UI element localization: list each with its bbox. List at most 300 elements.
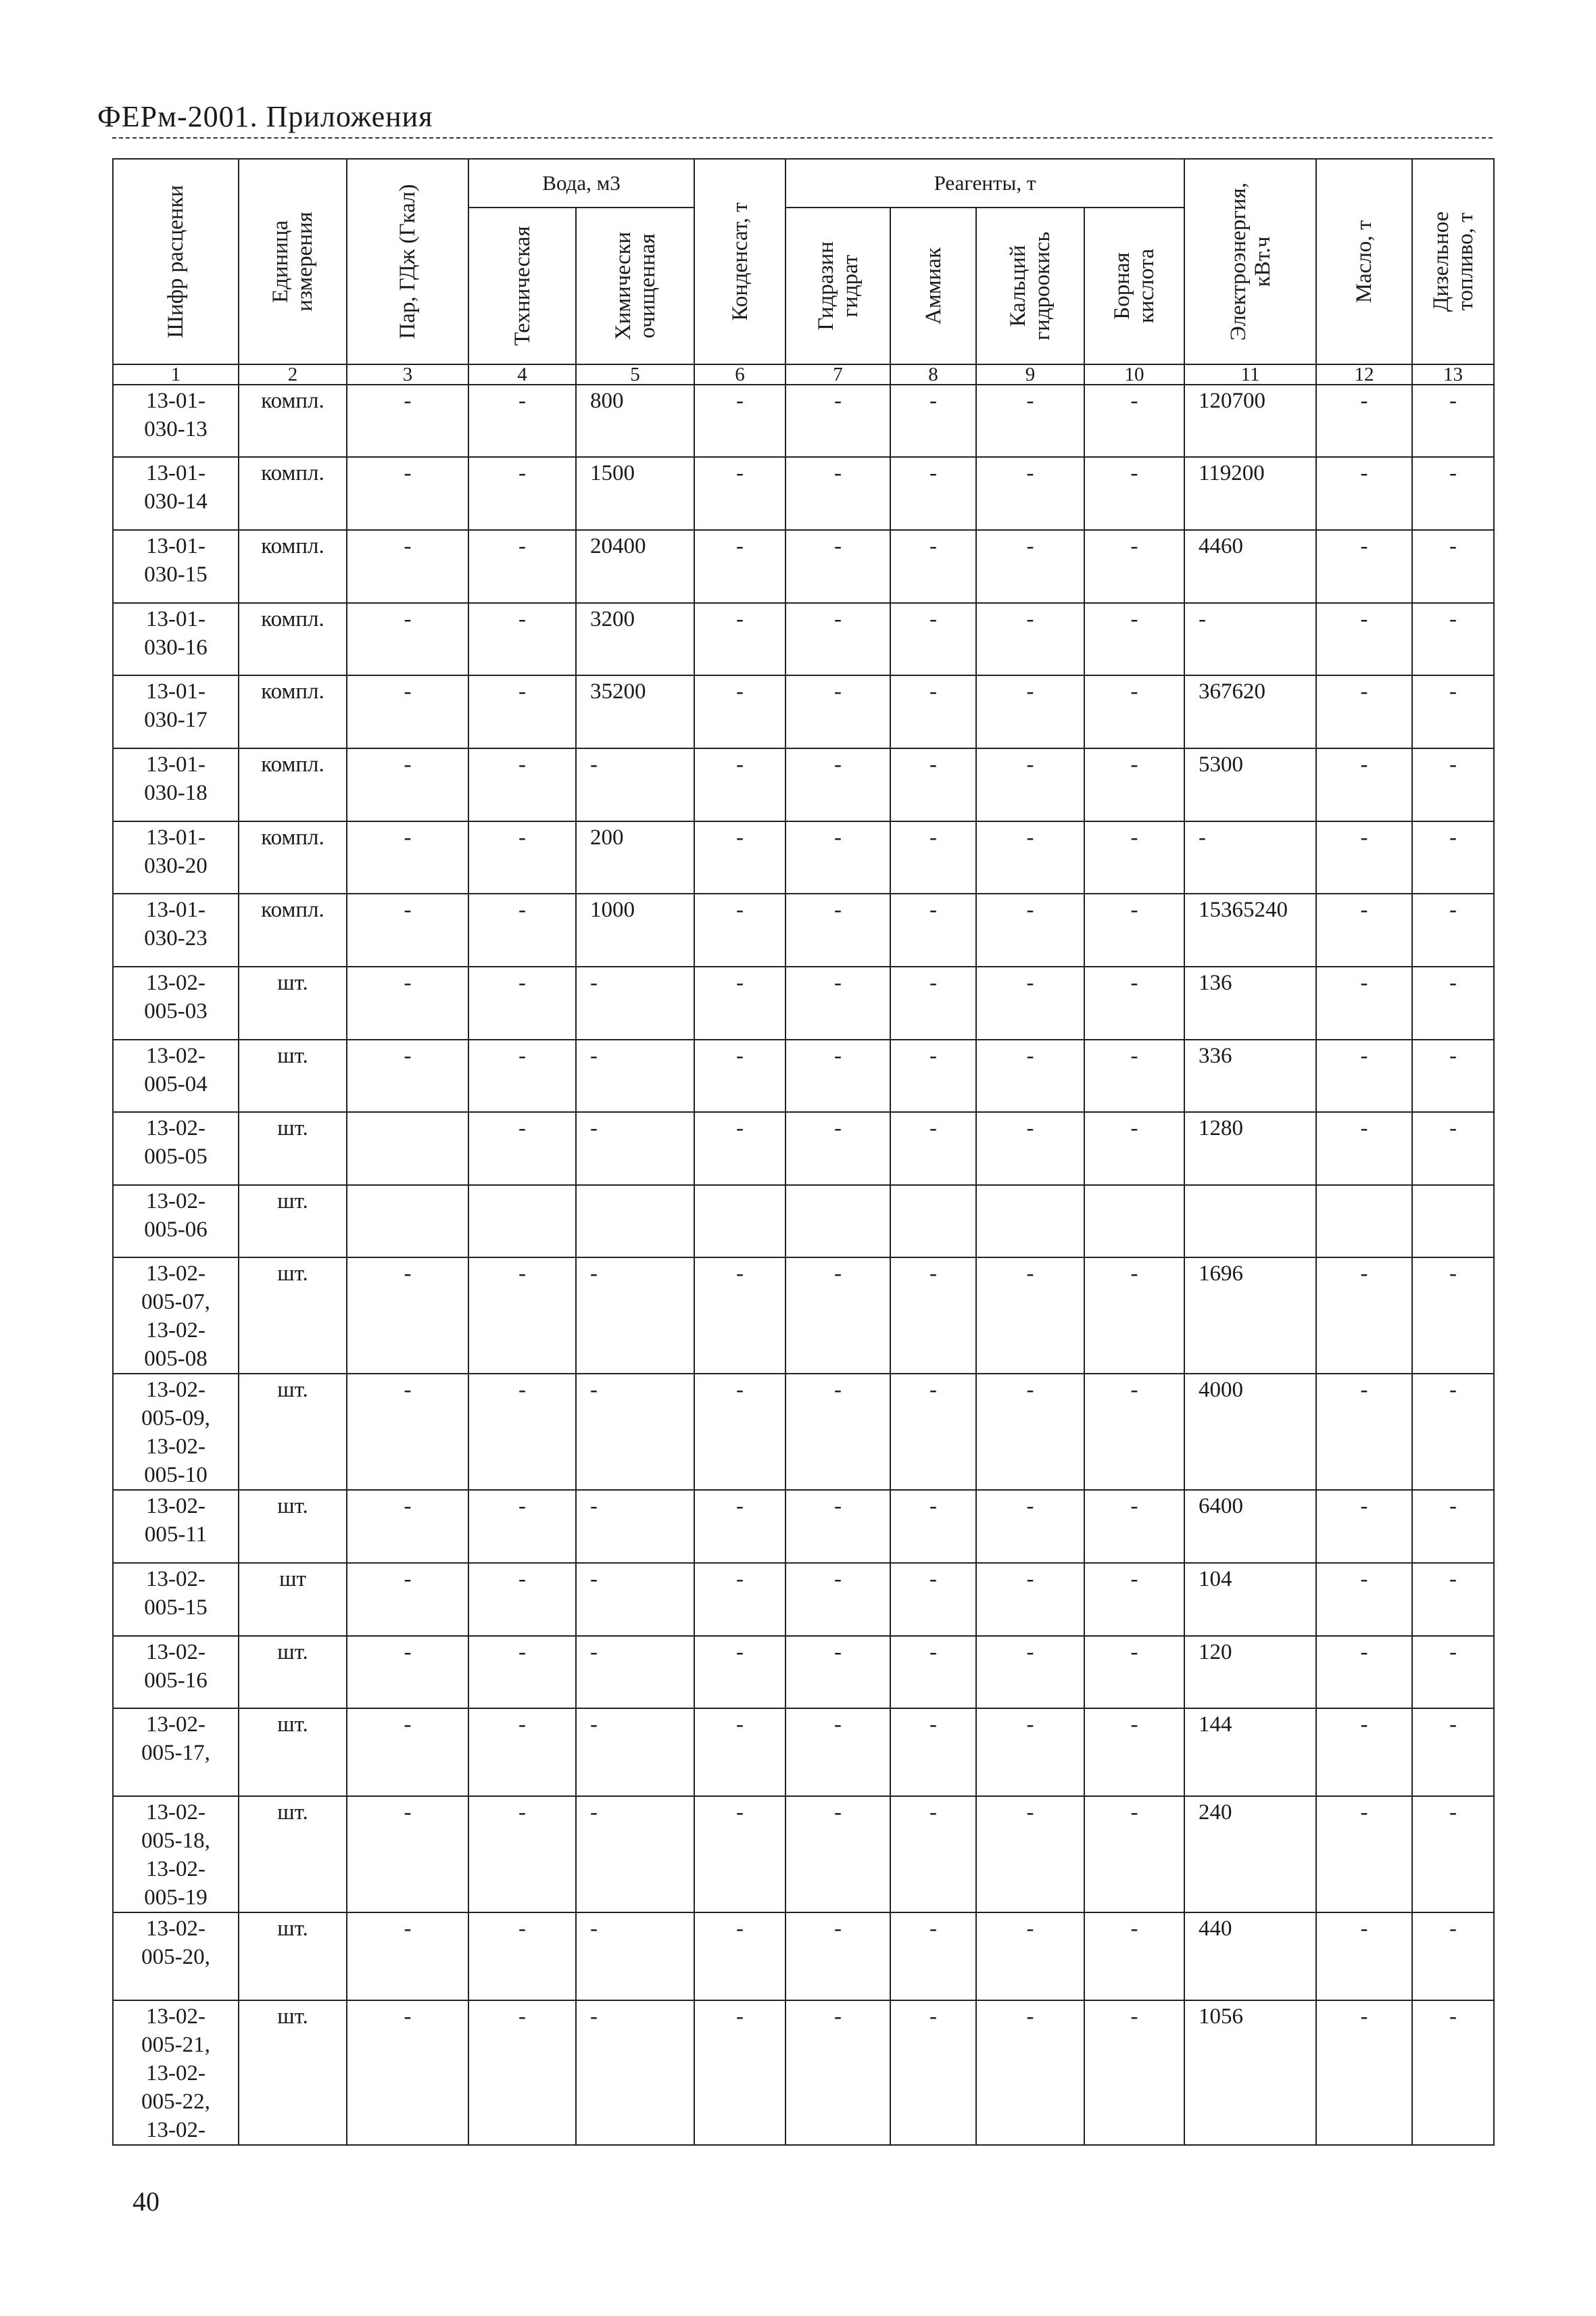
- value-cell: -: [1412, 530, 1494, 603]
- value-cell: -: [576, 967, 694, 1040]
- value-cell: -: [1412, 385, 1494, 457]
- table-row: [113, 457, 1494, 530]
- value-cell: -: [976, 1374, 1084, 1490]
- value-cell: -: [1316, 1490, 1412, 1563]
- value-cell: 144: [1184, 1708, 1316, 1796]
- rate-code-cell: 13-01- 030-13: [113, 385, 239, 457]
- value-cell: -: [785, 603, 890, 675]
- unit-cell: шт.: [239, 1636, 347, 1708]
- value-cell: -: [976, 1796, 1084, 1912]
- value-cell: [1316, 1185, 1412, 1257]
- value-cell: -: [890, 1257, 976, 1374]
- value-cell: -: [1316, 457, 1412, 530]
- value-cell: -: [468, 1796, 576, 1912]
- value-cell: 136: [1184, 967, 1316, 1040]
- value-cell: 35200: [576, 675, 694, 748]
- rate-code-cell: 13-01- 030-23: [113, 894, 239, 967]
- page-number: 40: [132, 2186, 160, 2217]
- table-row: [113, 675, 1494, 748]
- value-cell: -: [468, 1490, 576, 1563]
- unit-cell: шт.: [239, 1796, 347, 1912]
- unit-cell: компл.: [239, 530, 347, 603]
- value-cell: -: [468, 1374, 576, 1490]
- value-cell: -: [1084, 1796, 1184, 1912]
- value-cell: -: [890, 1708, 976, 1796]
- value-cell: -: [576, 748, 694, 821]
- table-row: [113, 821, 1494, 894]
- value-cell: -: [347, 748, 468, 821]
- value-cell: -: [1084, 1563, 1184, 1636]
- value-cell: -: [576, 1636, 694, 1708]
- value-cell: -: [347, 457, 468, 530]
- column-number: 3: [347, 364, 468, 385]
- value-cell: -: [1316, 1112, 1412, 1185]
- value-cell: -: [1316, 748, 1412, 821]
- value-cell: -: [1316, 1563, 1412, 1636]
- column-number-row: [113, 364, 1494, 385]
- group-header-water: Вода, м3: [468, 159, 694, 208]
- table-row: [113, 1490, 1494, 1563]
- value-cell: -: [1316, 1374, 1412, 1490]
- value-cell: -: [1412, 1912, 1494, 2000]
- rate-code-cell: 13-02- 005-20,: [113, 1912, 239, 2000]
- rate-code-cell: 13-02- 005-17,: [113, 1708, 239, 1796]
- value-cell: 440: [1184, 1912, 1316, 2000]
- unit-cell: компл.: [239, 457, 347, 530]
- value-cell: -: [976, 821, 1084, 894]
- value-cell: -: [890, 894, 976, 967]
- page-header-title: ФЕРм-2001. Приложения: [97, 100, 433, 133]
- unit-cell: шт.: [239, 1112, 347, 1185]
- value-cell: 120: [1184, 1636, 1316, 1708]
- value-cell: 1500: [576, 457, 694, 530]
- value-cell: -: [1316, 603, 1412, 675]
- value-cell: -: [785, 1563, 890, 1636]
- value-cell: -: [890, 385, 976, 457]
- value-cell: -: [694, 1490, 785, 1563]
- value-cell: -: [1084, 530, 1184, 603]
- value-cell: -: [1084, 457, 1184, 530]
- value-cell: 20400: [576, 530, 694, 603]
- unit-cell: шт.: [239, 967, 347, 1040]
- value-cell: -: [694, 894, 785, 967]
- col-header-purified-water: Химически очищенная: [576, 208, 694, 364]
- value-cell: [785, 1185, 890, 1257]
- value-cell: -: [890, 603, 976, 675]
- value-cell: -: [785, 1708, 890, 1796]
- value-cell: -: [890, 2000, 976, 2145]
- value-cell: -: [785, 748, 890, 821]
- unit-cell: шт.: [239, 2000, 347, 2145]
- value-cell: -: [347, 1636, 468, 1708]
- value-cell: [1084, 1185, 1184, 1257]
- rate-code-cell: 13-02- 005-07, 13-02- 005-08: [113, 1257, 239, 1374]
- value-cell: -: [976, 967, 1084, 1040]
- value-cell: -: [890, 1490, 976, 1563]
- value-cell: -: [347, 1796, 468, 1912]
- value-cell: -: [576, 1374, 694, 1490]
- value-cell: -: [694, 748, 785, 821]
- value-cell: -: [1316, 967, 1412, 1040]
- value-cell: -: [1084, 748, 1184, 821]
- col-header-steam: Пар, ГДж (Гкал): [347, 159, 468, 364]
- rate-code-cell: 13-01- 030-14: [113, 457, 239, 530]
- rate-code-cell: 13-01- 030-15: [113, 530, 239, 603]
- table-row: [113, 748, 1494, 821]
- value-cell: [347, 1112, 468, 1185]
- value-cell: -: [1316, 821, 1412, 894]
- value-cell: 15365240: [1184, 894, 1316, 967]
- value-cell: -: [785, 530, 890, 603]
- value-cell: 336: [1184, 1040, 1316, 1112]
- value-cell: -: [1412, 675, 1494, 748]
- value-cell: -: [468, 1563, 576, 1636]
- value-cell: -: [1316, 1040, 1412, 1112]
- value-cell: -: [468, 1257, 576, 1374]
- unit-cell: компл.: [239, 894, 347, 967]
- value-cell: -: [1412, 457, 1494, 530]
- value-cell: -: [1316, 1912, 1412, 2000]
- value-cell: -: [694, 1912, 785, 2000]
- column-number: 12: [1316, 364, 1412, 385]
- value-cell: -: [1084, 967, 1184, 1040]
- col-header-unit: Единица измерения: [239, 159, 347, 364]
- value-cell: -: [976, 894, 1084, 967]
- col-header-calcium-hydroxide: Кальций гидроокись: [976, 208, 1084, 364]
- rate-code-cell: 13-02- 005-21, 13-02- 005-22, 13-02-: [113, 2000, 239, 2145]
- table-row: [113, 1708, 1494, 1796]
- value-cell: -: [1412, 1636, 1494, 1708]
- value-cell: -: [785, 2000, 890, 2145]
- value-cell: -: [976, 748, 1084, 821]
- value-cell: -: [976, 385, 1084, 457]
- value-cell: -: [1316, 530, 1412, 603]
- value-cell: -: [890, 1374, 976, 1490]
- value-cell: -: [976, 1490, 1084, 1563]
- column-number: 10: [1084, 364, 1184, 385]
- value-cell: -: [694, 1796, 785, 1912]
- value-cell: -: [1084, 821, 1184, 894]
- value-cell: -: [1084, 603, 1184, 675]
- value-cell: -: [694, 1636, 785, 1708]
- value-cell: -: [785, 1796, 890, 1912]
- value-cell: -: [1084, 1257, 1184, 1374]
- table-row: [113, 2000, 1494, 2145]
- value-cell: 4000: [1184, 1374, 1316, 1490]
- col-header-rate-code: Шифр расценки: [113, 159, 239, 364]
- value-cell: -: [1412, 1040, 1494, 1112]
- value-cell: -: [1316, 2000, 1412, 2145]
- value-cell: -: [1412, 821, 1494, 894]
- value-cell: -: [1316, 1636, 1412, 1708]
- rate-code-cell: 13-02- 005-18, 13-02- 005-19: [113, 1796, 239, 1912]
- value-cell: -: [976, 1636, 1084, 1708]
- value-cell: -: [468, 675, 576, 748]
- value-cell: -: [1412, 1563, 1494, 1636]
- table-row: [113, 967, 1494, 1040]
- value-cell: [976, 1185, 1084, 1257]
- value-cell: -: [785, 1912, 890, 2000]
- value-cell: -: [694, 2000, 785, 2145]
- value-cell: -: [347, 1708, 468, 1796]
- value-cell: -: [1412, 1490, 1494, 1563]
- unit-cell: шт.: [239, 1912, 347, 2000]
- table-row: [113, 1040, 1494, 1112]
- column-number: 1: [113, 364, 239, 385]
- value-cell: -: [468, 530, 576, 603]
- value-cell: -: [976, 603, 1084, 675]
- value-cell: 5300: [1184, 748, 1316, 821]
- column-number: 13: [1412, 364, 1494, 385]
- value-cell: -: [1412, 1374, 1494, 1490]
- value-cell: -: [1084, 1636, 1184, 1708]
- rate-code-cell: 13-02- 005-11: [113, 1490, 239, 1563]
- unit-cell: шт.: [239, 1040, 347, 1112]
- column-number: 9: [976, 364, 1084, 385]
- column-number: 11: [1184, 364, 1316, 385]
- value-cell: -: [785, 1257, 890, 1374]
- col-header-hydrazine: Гидразин гидрат: [785, 208, 890, 364]
- value-cell: -: [1084, 1912, 1184, 2000]
- unit-cell: шт.: [239, 1708, 347, 1796]
- value-cell: -: [785, 675, 890, 748]
- value-cell: -: [1316, 385, 1412, 457]
- value-cell: -: [1412, 894, 1494, 967]
- value-cell: -: [468, 967, 576, 1040]
- table-row: [113, 603, 1494, 675]
- table-row: [113, 530, 1494, 603]
- value-cell: 800: [576, 385, 694, 457]
- table-row: [113, 1563, 1494, 1636]
- value-cell: -: [1316, 675, 1412, 748]
- value-cell: -: [1184, 603, 1316, 675]
- value-cell: -: [785, 385, 890, 457]
- value-cell: 1056: [1184, 2000, 1316, 2145]
- rate-code-cell: 13-02- 005-03: [113, 967, 239, 1040]
- value-cell: -: [576, 1490, 694, 1563]
- value-cell: -: [347, 1490, 468, 1563]
- value-cell: -: [694, 1374, 785, 1490]
- value-cell: 240: [1184, 1796, 1316, 1912]
- value-cell: -: [468, 821, 576, 894]
- value-cell: -: [694, 1112, 785, 1185]
- table-row: [113, 1185, 1494, 1257]
- unit-cell: компл.: [239, 748, 347, 821]
- value-cell: -: [785, 457, 890, 530]
- value-cell: -: [1412, 967, 1494, 1040]
- value-cell: -: [1412, 1112, 1494, 1185]
- unit-cell: шт.: [239, 1257, 347, 1374]
- value-cell: 120700: [1184, 385, 1316, 457]
- value-cell: -: [1084, 1490, 1184, 1563]
- value-cell: -: [347, 675, 468, 748]
- value-cell: -: [785, 1040, 890, 1112]
- unit-cell: компл.: [239, 385, 347, 457]
- value-cell: -: [1412, 1796, 1494, 1912]
- value-cell: -: [347, 967, 468, 1040]
- value-cell: -: [1084, 1040, 1184, 1112]
- rate-code-cell: 13-02- 005-15: [113, 1563, 239, 1636]
- value-cell: -: [576, 1257, 694, 1374]
- unit-cell: шт.: [239, 1185, 347, 1257]
- value-cell: -: [694, 1040, 785, 1112]
- value-cell: -: [576, 1112, 694, 1185]
- col-header-electricity: Электроэнергия, кВт.ч: [1184, 159, 1316, 364]
- value-cell: -: [1084, 1112, 1184, 1185]
- table-row: [113, 1796, 1494, 1912]
- rate-code-cell: 13-01- 030-16: [113, 603, 239, 675]
- value-cell: -: [976, 2000, 1084, 2145]
- column-number: 2: [239, 364, 347, 385]
- value-cell: -: [1316, 1708, 1412, 1796]
- value-cell: -: [1084, 2000, 1184, 2145]
- value-cell: -: [890, 1912, 976, 2000]
- value-cell: -: [976, 1563, 1084, 1636]
- table-row: [113, 1112, 1494, 1185]
- value-cell: -: [1412, 748, 1494, 821]
- rate-code-cell: 13-01- 030-17: [113, 675, 239, 748]
- value-cell: -: [468, 603, 576, 675]
- value-cell: -: [468, 385, 576, 457]
- value-cell: -: [576, 1796, 694, 1912]
- value-cell: -: [890, 530, 976, 603]
- rate-code-cell: 13-02- 005-04: [113, 1040, 239, 1112]
- value-cell: -: [976, 530, 1084, 603]
- value-cell: -: [890, 1040, 976, 1112]
- column-number: 4: [468, 364, 576, 385]
- value-cell: -: [468, 457, 576, 530]
- unit-cell: компл.: [239, 821, 347, 894]
- value-cell: -: [468, 894, 576, 967]
- value-cell: -: [576, 1040, 694, 1112]
- unit-cell: шт.: [239, 1490, 347, 1563]
- table-row: [113, 385, 1494, 457]
- col-header-ammonia: Аммиак: [890, 208, 976, 364]
- value-cell: -: [890, 457, 976, 530]
- table-row: [113, 1636, 1494, 1708]
- value-cell: 104: [1184, 1563, 1316, 1636]
- table-row: [113, 894, 1494, 967]
- value-cell: -: [976, 457, 1084, 530]
- value-cell: -: [347, 385, 468, 457]
- value-cell: -: [347, 2000, 468, 2145]
- col-header-diesel: Дизельное топливо, т: [1412, 159, 1494, 364]
- rate-code-cell: 13-02- 005-09, 13-02- 005-10: [113, 1374, 239, 1490]
- value-cell: -: [347, 821, 468, 894]
- value-cell: 3200: [576, 603, 694, 675]
- value-cell: -: [694, 530, 785, 603]
- value-cell: 6400: [1184, 1490, 1316, 1563]
- value-cell: 119200: [1184, 457, 1316, 530]
- value-cell: -: [976, 1257, 1084, 1374]
- value-cell: -: [785, 894, 890, 967]
- value-cell: -: [785, 821, 890, 894]
- value-cell: -: [468, 748, 576, 821]
- rate-code-cell: 13-02- 005-05: [113, 1112, 239, 1185]
- value-cell: -: [890, 1563, 976, 1636]
- value-cell: -: [694, 1708, 785, 1796]
- value-cell: -: [890, 1636, 976, 1708]
- table-row: [113, 1257, 1494, 1374]
- value-cell: -: [694, 385, 785, 457]
- value-cell: -: [785, 1490, 890, 1563]
- table-row: [113, 1374, 1494, 1490]
- value-cell: [576, 1185, 694, 1257]
- value-cell: -: [890, 1796, 976, 1912]
- value-cell: -: [890, 821, 976, 894]
- value-cell: 1696: [1184, 1257, 1316, 1374]
- col-header-oil: Масло, т: [1316, 159, 1412, 364]
- column-number: 6: [694, 364, 785, 385]
- value-cell: [890, 1185, 976, 1257]
- col-header-condensate: Конденсат, т: [694, 159, 785, 364]
- value-cell: -: [694, 457, 785, 530]
- value-cell: -: [694, 967, 785, 1040]
- value-cell: -: [1412, 603, 1494, 675]
- value-cell: [1412, 1185, 1494, 1257]
- value-cell: -: [890, 748, 976, 821]
- value-cell: -: [976, 1912, 1084, 2000]
- value-cell: 200: [576, 821, 694, 894]
- value-cell: [347, 1185, 468, 1257]
- value-cell: -: [347, 1563, 468, 1636]
- value-cell: -: [1412, 1708, 1494, 1796]
- value-cell: -: [1084, 1708, 1184, 1796]
- rate-code-cell: 13-02- 005-06: [113, 1185, 239, 1257]
- value-cell: -: [468, 1636, 576, 1708]
- value-cell: -: [1084, 1374, 1184, 1490]
- value-cell: [694, 1185, 785, 1257]
- resource-table: [112, 158, 1495, 2146]
- value-cell: -: [976, 1040, 1084, 1112]
- value-cell: -: [694, 675, 785, 748]
- value-cell: -: [1316, 894, 1412, 967]
- unit-cell: компл.: [239, 675, 347, 748]
- value-cell: -: [576, 2000, 694, 2145]
- value-cell: -: [1412, 2000, 1494, 2145]
- value-cell: -: [347, 1912, 468, 2000]
- value-cell: -: [468, 1040, 576, 1112]
- value-cell: -: [694, 603, 785, 675]
- value-cell: -: [976, 1112, 1084, 1185]
- col-header-technical-water: Техническая: [468, 208, 576, 364]
- value-cell: -: [694, 821, 785, 894]
- value-cell: -: [785, 1636, 890, 1708]
- value-cell: -: [347, 1257, 468, 1374]
- value-cell: -: [468, 1708, 576, 1796]
- value-cell: -: [890, 967, 976, 1040]
- value-cell: -: [468, 2000, 576, 2145]
- value-cell: [468, 1185, 576, 1257]
- unit-cell: компл.: [239, 603, 347, 675]
- column-number: 7: [785, 364, 890, 385]
- unit-cell: шт.: [239, 1374, 347, 1490]
- value-cell: 1280: [1184, 1112, 1316, 1185]
- rate-code-cell: 13-01- 030-20: [113, 821, 239, 894]
- value-cell: -: [694, 1257, 785, 1374]
- value-cell: -: [976, 675, 1084, 748]
- value-cell: -: [1084, 385, 1184, 457]
- value-cell: -: [1084, 894, 1184, 967]
- col-header-boric-acid: Борная кислота: [1084, 208, 1184, 364]
- value-cell: -: [347, 1040, 468, 1112]
- value-cell: -: [576, 1912, 694, 2000]
- value-cell: -: [347, 1374, 468, 1490]
- value-cell: 367620: [1184, 675, 1316, 748]
- column-number: 5: [576, 364, 694, 385]
- group-header-reagents: Реагенты, т: [785, 159, 1184, 208]
- value-cell: -: [576, 1708, 694, 1796]
